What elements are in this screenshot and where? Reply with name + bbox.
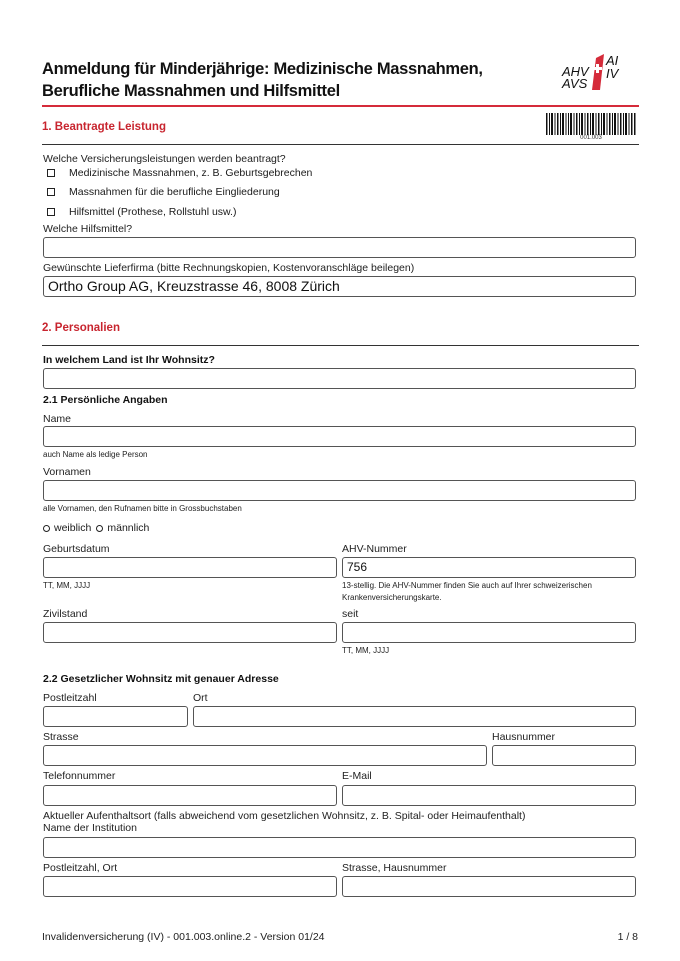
page-title-line2: Berufliche Massnahmen und Hilfsmittel <box>42 82 340 100</box>
seit-label: seit <box>342 608 359 620</box>
institution-input[interactable] <box>43 837 636 858</box>
lieferfirma-input[interactable]: Ortho Group AG, Kreuzstrasse 46, 8008 Zürich <box>43 276 636 297</box>
wohnsitz-label: In welchem Land ist Ihr Wohnsitz? <box>43 354 215 366</box>
inst-plz-ort-input[interactable] <box>43 876 337 897</box>
ahv-iv-logo <box>560 52 640 92</box>
ahv-input[interactable]: 756 <box>342 557 636 578</box>
plz-label: Postleitzahl <box>43 692 97 704</box>
ort-label: Ort <box>193 692 208 704</box>
vornamen-label: Vornamen <box>43 466 91 478</box>
wohnsitz-input[interactable] <box>43 368 636 389</box>
radio-female-label[interactable]: weiblich <box>54 522 92 534</box>
checkbox-assistive-devices[interactable] <box>47 208 55 216</box>
option-vocational-measures-label: Massnahmen für die berufliche Eingliederung <box>69 186 280 198</box>
svg-text:AHV: AHV <box>562 64 589 79</box>
plz-input[interactable] <box>43 706 188 727</box>
radio-female[interactable] <box>43 525 50 532</box>
zivilstand-input[interactable] <box>43 622 337 643</box>
option-assistive-devices[interactable] <box>47 206 236 218</box>
section-2-divider <box>42 345 639 346</box>
page-number: 1 / 8 <box>617 931 638 943</box>
header-divider <box>42 105 639 107</box>
ort-input[interactable] <box>193 706 636 727</box>
svg-text:IV: IV <box>606 66 619 81</box>
barcode-number: 001.003 <box>580 135 602 141</box>
aufenthalt-label: Aktueller Aufenthaltsort (falls abweichend vom gesetzlichen Wohnsitz, z. B. Spital- oder Heimaufenthalt) <box>43 810 526 822</box>
benefits-question: Welche Versicherungsleistungen werden beantragt? <box>43 153 286 165</box>
name-hint: auch Name als ledige Person <box>43 450 148 459</box>
option-vocational-measures[interactable] <box>47 186 280 198</box>
footer-text: Invalidenversicherung (IV) - 001.003.online.2 - Version 01/24 <box>42 931 325 943</box>
section-1-divider <box>42 144 639 145</box>
vornamen-hint: alle Vornamen, den Rufnamen bitte in Grossbuchstaben <box>43 504 242 513</box>
institution-label: Name der Institution <box>43 822 137 834</box>
hausnummer-input[interactable] <box>492 745 636 766</box>
swiss-cross-logo-icon <box>560 52 640 92</box>
barcode <box>546 113 636 135</box>
radio-male[interactable] <box>96 525 103 532</box>
ahv-hint-line2: Krankenversicherungskarte. <box>342 593 442 602</box>
email-label: E-Mail <box>342 770 372 782</box>
inst-plz-ort-label: Postleitzahl, Ort <box>43 862 118 874</box>
page-title <box>42 58 483 102</box>
name-input[interactable] <box>43 426 636 447</box>
strasse-label: Strasse <box>43 731 79 743</box>
ahv-hint <box>342 580 592 604</box>
option-assistive-devices-label: Hilfsmittel (Prothese, Rollstuhl usw.) <box>69 206 237 218</box>
radio-male-label[interactable]: männlich <box>107 522 150 534</box>
hilfsmittel-input[interactable] <box>43 237 636 258</box>
option-medical-measures-label: Medizinische Massnahmen, z. B. Geburtsgebrechen <box>69 167 313 179</box>
seit-input[interactable] <box>342 622 636 643</box>
checkbox-vocational-measures[interactable] <box>47 188 55 196</box>
seit-hint: TT, MM, JJJJ <box>342 646 390 655</box>
checkbox-medical-measures[interactable] <box>47 169 55 177</box>
section-2-heading: 2. Personalien <box>42 322 120 334</box>
svg-text:AI: AI <box>606 53 619 68</box>
inst-strasse-input[interactable] <box>342 876 636 897</box>
geburtsdatum-hint: TT, MM, JJJJ <box>43 581 91 590</box>
option-medical-measures[interactable] <box>47 167 312 179</box>
barcode-icon <box>546 113 636 135</box>
subsection-2-2-heading: 2.2 Gesetzlicher Wohnsitz mit genauer Adresse <box>43 673 279 685</box>
hilfsmittel-label: Welche Hilfsmittel? <box>43 223 133 235</box>
hausnummer-label: Hausnummer <box>492 731 556 743</box>
vornamen-input[interactable] <box>43 480 636 501</box>
geburtsdatum-input[interactable] <box>43 557 337 578</box>
ahv-hint-line1: 13-stellig. Die AHV-Nummer finden Sie auch auf Ihrer schweizerischen <box>342 581 592 590</box>
inst-strasse-label: Strasse, Hausnummer <box>342 862 447 874</box>
page-title-line1: Anmeldung für Minderjährige: Medizinische Massnahmen, <box>42 60 483 78</box>
email-input[interactable] <box>342 785 636 806</box>
svg-text:AVS: AVS <box>562 76 588 91</box>
geburtsdatum-label: Geburtsdatum <box>43 543 110 555</box>
section-1-heading: 1. Beantragte Leistung <box>42 121 166 133</box>
telefon-input[interactable] <box>43 785 337 806</box>
lieferfirma-label: Gewünschte Lieferfirma (bitte Rechnungskopien, Kostenvoranschläge beilegen) <box>43 262 415 274</box>
gender-radio-group <box>43 522 149 534</box>
telefon-label: Telefonnummer <box>43 770 116 782</box>
ahv-label: AHV-Nummer <box>342 543 407 555</box>
name-label: Name <box>43 413 72 425</box>
zivilstand-label: Zivilstand <box>43 608 88 620</box>
subsection-2-1-heading: 2.1 Persönliche Angaben <box>43 394 168 406</box>
strasse-input[interactable] <box>43 745 487 766</box>
